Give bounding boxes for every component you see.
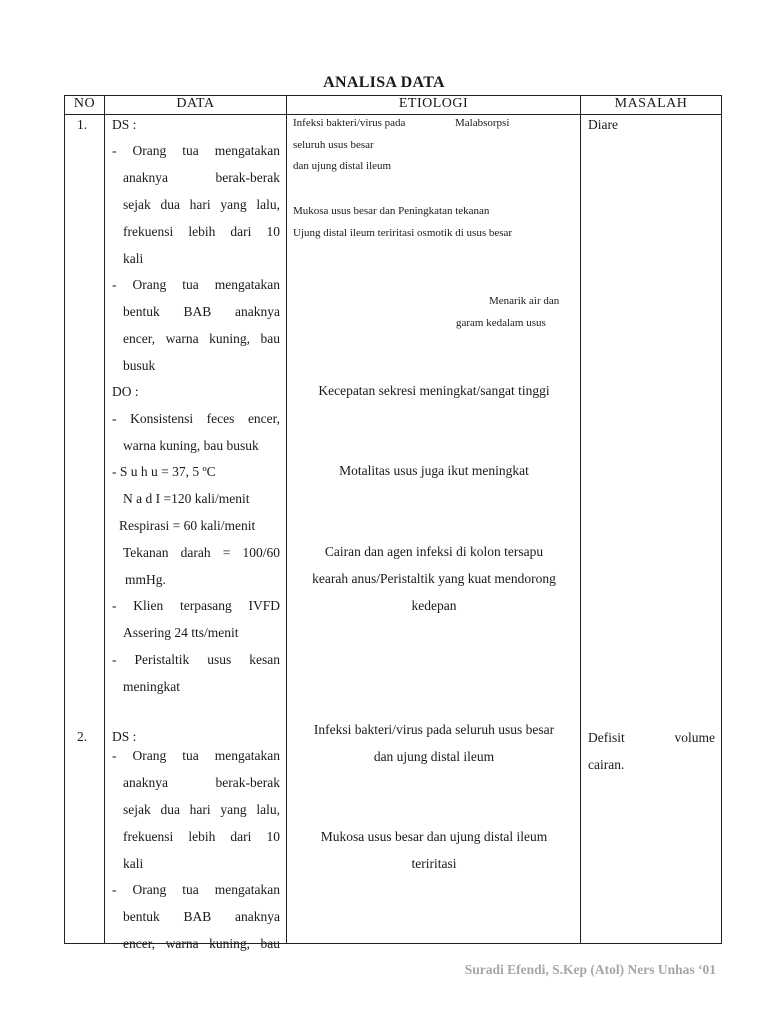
table-row <box>65 115 722 944</box>
r2-ds1-l1: - Orang tua mengatakan <box>112 748 280 763</box>
header-data: DATA <box>105 96 287 115</box>
r1-eti-b1: Mukosa usus besar dan Peningkatan tekanan <box>293 205 490 217</box>
r1-eti-c2: garam kedalam usus <box>456 317 546 329</box>
page-title: ANALISA DATA <box>323 74 445 91</box>
r1-do2-l4: Tekanan darah = 100/60 <box>123 545 280 560</box>
r1-do2-l1: - S u h u = 37, 5 ºC <box>112 464 216 479</box>
r2-eti-a2: dan ujung distal ileum <box>373 749 495 764</box>
r2-masalah-l2: cairan. <box>588 757 625 772</box>
r2-eti-a1: Infeksi bakteri/virus pada seluruh usus besar <box>313 722 555 737</box>
row-content-data <box>105 115 287 951</box>
r2-ds1-l2: anaknya berak-berak <box>123 775 280 790</box>
r2-ds1-l3: sejak dua hari yang lalu, <box>123 802 280 817</box>
row-content-masalah <box>581 115 722 944</box>
r1-ds1-l1: - Orang tua mengatakan <box>112 143 280 158</box>
r2-ds-label: DS : <box>112 729 137 744</box>
r2-ds2-l1: - Orang tua mengatakan <box>112 882 280 897</box>
r1-do3-l2: Assering 24 tts/menit <box>123 625 239 640</box>
r1-eti-c1: Menarik air dan <box>489 295 560 307</box>
r1-ds2-l2: bentuk BAB anaknya <box>123 304 280 319</box>
r1-eti-f2: kearah anus/Peristaltik yang kuat mendorong <box>312 571 556 586</box>
r1-ds1-l3: sejak dua hari yang lalu, <box>123 197 280 212</box>
analysis-table <box>64 95 722 951</box>
r2-ds1-l4: frekuensi lebih dari 10 <box>123 829 280 844</box>
r2-eti-b1: Mukosa usus besar dan ujung distal ileum <box>320 829 548 844</box>
r1-eti-f1: Cairan dan agen infeksi di kolon tersapu <box>324 544 544 559</box>
r1-do1-l1: - Konsistensi feces encer, <box>112 411 280 426</box>
r1-do4-l1: - Peristaltik usus kesan <box>112 652 280 667</box>
r1-do2-l5: mmHg. <box>125 572 166 587</box>
r1-eti-e1: Motalitas usus juga ikut meningkat <box>339 463 529 478</box>
r1-eti-a2: Malabsorpsi <box>455 117 510 129</box>
r2-ds1-l5: kali <box>123 856 144 871</box>
r1-ds2-l1: - Orang tua mengatakan <box>112 277 280 292</box>
r2-eti-b2: teriritasi <box>411 856 457 871</box>
r2-masalah-word1: Defisit <box>588 730 625 745</box>
row-content-no <box>65 115 105 944</box>
r1-do3-l1: - Klien terpasang IVFD <box>112 598 280 613</box>
r1-eti-b2: Ujung distal ileum teriritasi osmotik di usus besar <box>293 227 513 239</box>
r1-do2-l2: N a d I =120 kali/menit <box>123 491 250 506</box>
r1-do-label: DO : <box>112 384 139 399</box>
header-etiologi: ETIOLOGI <box>287 96 581 115</box>
r2-ds2-l2: bentuk BAB anaknya <box>123 909 280 924</box>
r2-masalah-word2: volume <box>674 730 715 745</box>
table-header-row <box>65 96 722 115</box>
r1-do2-l3: Respirasi = 60 kali/menit <box>119 518 256 533</box>
r1-eti-a4: dan ujung distal ileum <box>293 160 392 172</box>
r1-ds2-l4: busuk <box>123 358 156 373</box>
r1-ds1-l4: frekuensi lebih dari 10 <box>123 224 280 239</box>
r1-ds2-l3: encer, warna kuning, bau <box>123 331 280 346</box>
r1-masalah: Diare <box>588 117 618 132</box>
header-no: NO <box>65 96 105 115</box>
r1-eti-a1: Infeksi bakteri/virus pada <box>293 117 406 129</box>
r1-eti-a3: seluruh usus besar <box>293 139 374 151</box>
r1-eti-d1: Kecepatan sekresi meningkat/sangat tinggi <box>318 383 550 398</box>
row2-number: 2. <box>77 729 88 744</box>
row-content-etiologi <box>287 115 581 944</box>
r1-do1-l2: warna kuning, bau busuk <box>123 438 259 453</box>
r1-ds-label: DS : <box>112 117 137 132</box>
r1-ds1-l5: kali <box>123 251 144 266</box>
author-footer: Suradi Efendi, S.Kep (Atol) Ners Unhas ‘01 <box>464 962 716 977</box>
r1-do4-l2: meningkat <box>123 679 180 694</box>
r1-ds1-l2: anaknya berak-berak <box>123 170 280 185</box>
r1-eti-f3: kedepan <box>411 598 457 613</box>
r2-ds2-l3: encer, warna kuning, bau <box>123 936 280 951</box>
header-masalah: MASALAH <box>581 96 722 115</box>
row1-number: 1. <box>77 117 88 132</box>
